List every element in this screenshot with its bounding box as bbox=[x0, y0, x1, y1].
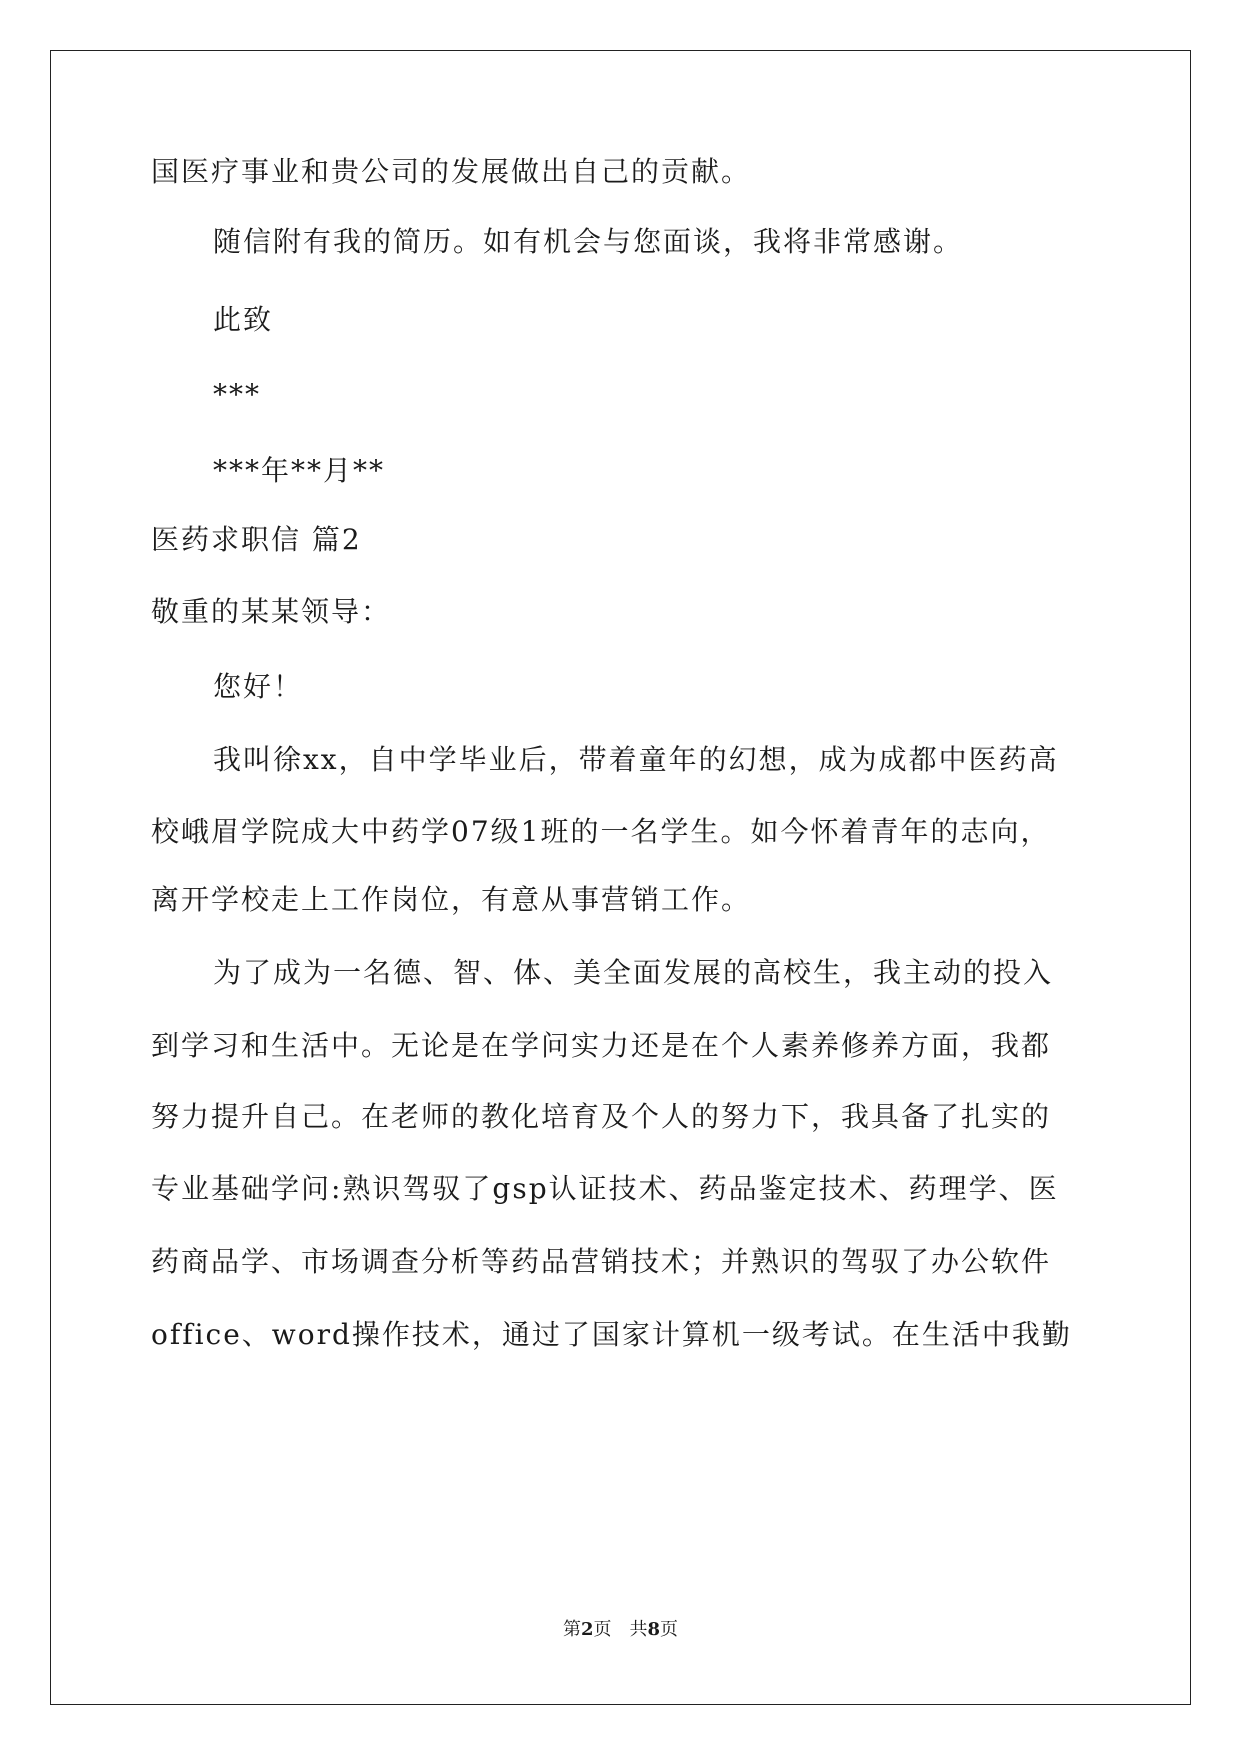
page-border bbox=[50, 50, 1191, 1705]
page-footer bbox=[0, 1618, 1241, 1642]
footer-label: 第 bbox=[562, 1619, 581, 1640]
footer-label: 页 共 bbox=[593, 1619, 648, 1640]
paragraph-line: 专业基础学问:熟识驾驭了gsp认证技术、药品鉴定技术、药理学、医 bbox=[151, 1172, 1059, 1205]
greeting-addressee: 敬重的某某领导： bbox=[151, 595, 392, 628]
current-page-number: 2 bbox=[580, 1619, 594, 1640]
paragraph-line: 校峨眉学院成大中药学07级1班的一名学生。如今怀着青年的志向， bbox=[151, 815, 1051, 848]
date-line: ***年**月** bbox=[213, 454, 386, 487]
paragraph-line: 随信附有我的简历。如有机会与您面谈，我将非常感谢。 bbox=[213, 225, 964, 258]
greeting: 您好！ bbox=[213, 670, 304, 703]
paragraph-line: 到学习和生活中。无论是在学问实力还是在个人素养修养方面，我都 bbox=[151, 1029, 1052, 1062]
paragraph-line: 努力提升自己。在老师的教化培育及个人的努力下，我具备了扎实的 bbox=[151, 1100, 1052, 1133]
paragraph-line: 离开学校走上工作岗位，有意从事营销工作。 bbox=[151, 883, 752, 916]
signature: *** bbox=[213, 378, 261, 411]
paragraph-line: 国医疗事业和贵公司的发展做出自己的贡献。 bbox=[151, 155, 752, 188]
paragraph-line: 为了成为一名德、智、体、美全面发展的高校生，我主动的投入 bbox=[213, 956, 1054, 989]
closing-salutation: 此致 bbox=[213, 303, 274, 336]
total-page-number: 8 bbox=[647, 1619, 661, 1640]
footer-label: 页 bbox=[660, 1619, 679, 1640]
section-heading: 医药求职信 篇2 bbox=[151, 523, 362, 556]
paragraph-line: 我叫徐xx，自中学毕业后，带着童年的幻想，成为成都中医药高 bbox=[213, 743, 1059, 776]
paragraph-line: 药商品学、市场调查分析等药品营销技术；并熟识的驾驭了办公软件 bbox=[151, 1245, 1052, 1278]
paragraph-line: office、word操作技术，通过了国家计算机一级考试。在生活中我勤 bbox=[151, 1318, 1072, 1351]
